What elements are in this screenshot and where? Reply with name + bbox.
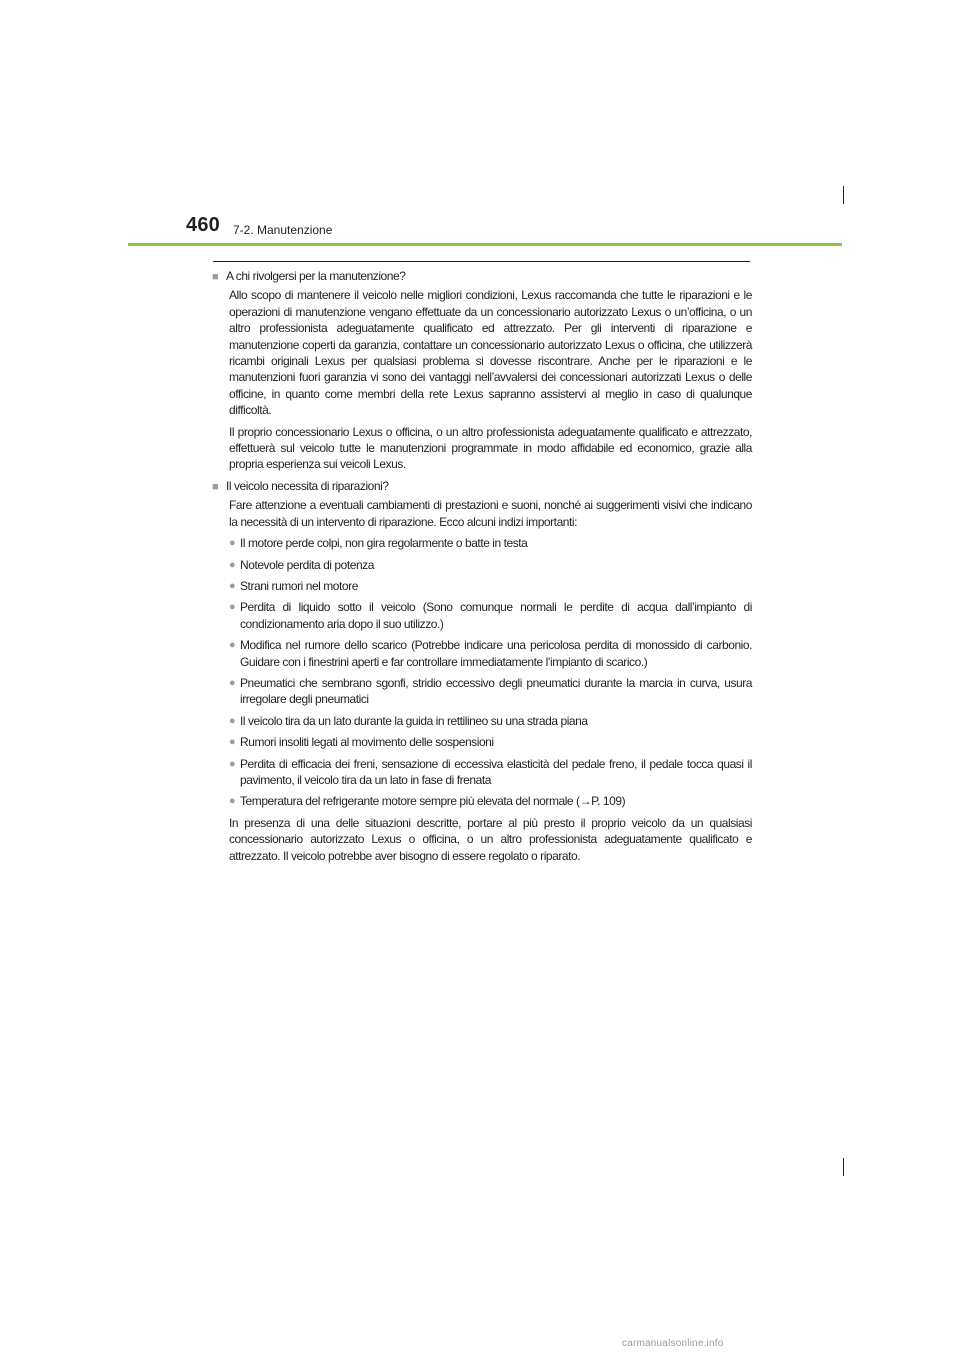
circle-bullet-icon: ● [229, 537, 236, 550]
circle-bullet-icon: ● [229, 676, 236, 689]
circle-bullet-icon: ● [229, 579, 236, 592]
circle-bullet-icon: ● [229, 558, 236, 571]
list-item: ● Il veicolo tira da un lato durante la guida in rettilineo su una strada piana [229, 713, 588, 728]
crop-mark-top [843, 186, 844, 204]
circle-bullet-icon: ● [229, 601, 236, 614]
square-bullet-icon: ■ [212, 271, 219, 283]
page-content [212, 268, 752, 864]
paragraph: Allo scopo di mantenere il veicolo nelle migliori condizioni, Lexus raccomanda che tutte le riparazioni e le operazioni di manutenzione vengano effettuate da un concessionario autorizzato Lexus o un’officina, o un altro professionista adeguatamente qualificato ed attrezzato. Per gli interventi di riparazione e manutenzione coperti da garanzia, contattare un concessionario autorizzato Lexus o officina, che utilizzerà ricambi originali Lexus per qualsiasi problema si dovesse riscontrare. Anche per le riparazioni e le manutenzioni fuori garanzia vi sono dei vantaggi nell’avvalersi dei concessionari autorizzati Lexus o delle officine, in quanto come membri della rete Lexus sapranno assistervi al meglio in caso di qualunque difficoltà. [229, 288, 752, 418]
section-heading-repairs [212, 478, 752, 495]
crop-mark-bottom [843, 1158, 844, 1176]
symptom-list [229, 535, 752, 810]
closing-paragraph: In presenza di una delle situazioni descritte, portare al più presto il proprio veicolo da un qualsiasi concessionario autorizzato Lexus o officina, o un altro professionista adeguatamente qualificato e attrezzato. Il veicolo potrebbe aver bisogno di essere regolato o riparato. [229, 815, 752, 863]
list-item: ● Modifica nel rumore dello scarico (Potrebbe indicare una pericolosa perdita di monossido di carbonio. Guidare con i finestrini aperti e far controllare immediatamente l’impianto di scarico.) [229, 638, 752, 669]
list-item: ● Temperatura del refrigerante motore sempre più elevata del normale (→P. 109) [229, 794, 626, 809]
square-bullet-icon: ■ [212, 480, 219, 493]
running-header: 7-2. Manutenzione [233, 223, 333, 237]
section-heading-text: Il veicolo necessita di riparazioni? [226, 478, 389, 493]
list-item: ● Pneumatici che sembrano sgonfi, stridio eccessivo degli pneumatici durante la marcia in curva, usura irregolare degli pneumatici [229, 675, 752, 707]
paragraph: Fare attenzione a eventuali cambiamenti di prestazioni e suoni, nonché ai suggerimenti visivi che indicano la necessità di un intervento di riparazione. Ecco alcuni indizi importanti: [229, 498, 752, 529]
section-heading-maintenance [212, 268, 752, 285]
section-heading-text: A chi rivolgersi per la manutenzione? [226, 269, 406, 283]
list-item: ● Perdita di efficacia dei freni, sensazione di eccessiva elasticità del pedale freno, il pedale tocca quasi il pavimento, il veicolo tira da un lato in fase di frenata [229, 756, 752, 787]
header-rule [128, 243, 842, 246]
circle-bullet-icon: ● [229, 795, 236, 808]
page-number: 460 [186, 214, 220, 236]
list-item: ● Strani rumori nel motore [229, 578, 358, 593]
circle-bullet-icon: ● [229, 714, 236, 727]
list-item: ● Il motore perde colpi, non gira regolarmente o batte in testa [229, 536, 528, 551]
watermark: carmanualsonline.info [622, 1338, 724, 1349]
list-item: ● Rumori insoliti legati al movimento delle sospensioni [229, 735, 494, 750]
circle-bullet-icon: ● [229, 736, 236, 749]
list-item: ● Perdita di liquido sotto il veicolo (Sono comunque normali le perdite di acqua dall’impianto di condizionamento aria dopo il suo utilizzo.) [229, 600, 752, 631]
paragraph: Il proprio concessionario Lexus o officina, o un altro professionista adeguatamente qualificato e attrezzato, effettuerà sul veicolo tutte le manutenzioni programmate in modo affidabile ed economico, grazie alla propria esperienza sui veicoli Lexus. [229, 424, 752, 472]
list-item: ● Notevole perdita di potenza [229, 557, 374, 572]
section-divider [213, 261, 750, 262]
circle-bullet-icon: ● [229, 757, 236, 770]
circle-bullet-icon: ● [229, 639, 236, 652]
